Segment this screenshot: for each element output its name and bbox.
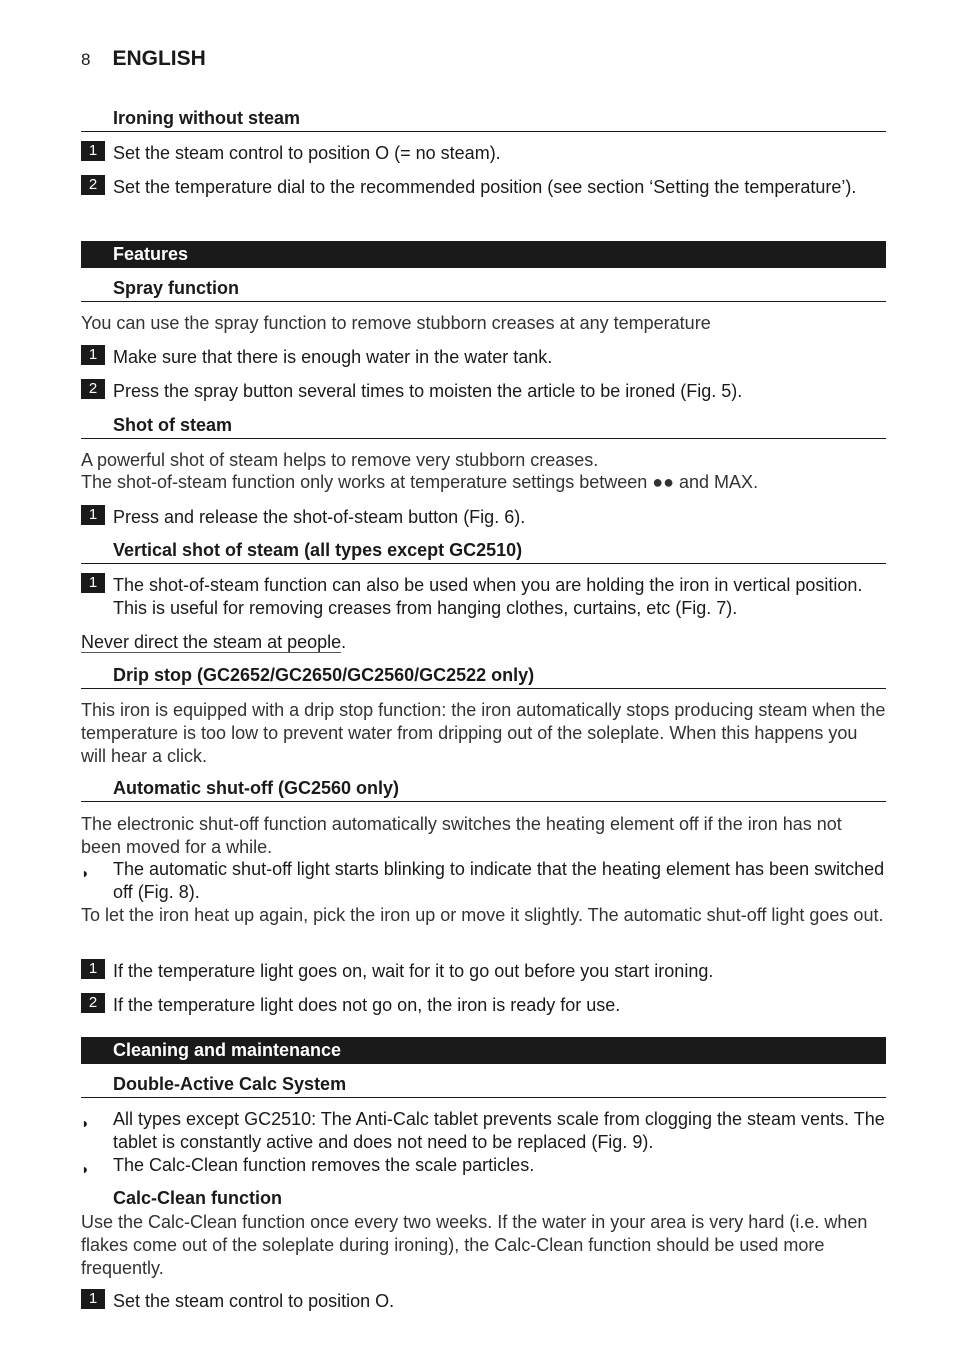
step-item <box>81 142 886 165</box>
step-number: 2 <box>81 175 105 195</box>
paragraph: The electronic shut-off function automatically switches the heating element off if the iron has not been moved for a while. <box>81 814 842 857</box>
step-number: 2 <box>81 379 105 399</box>
bullet-text: The automatic shut-off light starts blinking to indicate that the heating element has been switched off (Fig. 8). <box>113 859 885 902</box>
step-text: Make sure that there is enough water in the water tank. <box>113 347 553 367</box>
step-text: Set the steam control to position O (= no steam). <box>113 143 501 163</box>
step-text: If the temperature light does not go on, the iron is ready for use. <box>113 995 621 1015</box>
bullet-item <box>81 1154 886 1177</box>
bullet-icon: ◗ <box>81 1115 90 1131</box>
bullet-item <box>81 1108 886 1154</box>
subheading-calc-clean: Calc-Clean function <box>113 1188 283 1208</box>
step-text: Set the temperature dial to the recommended position (see section ‘Setting the temperature’). <box>113 177 857 197</box>
step-item <box>81 346 886 369</box>
step-text: Set the steam control to position O. <box>113 1291 395 1311</box>
page-number: 8 <box>81 50 91 69</box>
step-text: The shot-of-steam function can also be used when you are holding the iron in vertical position. This is useful for removing creases from hanging clothes, curtains, etc (Fig. 7). <box>113 575 863 618</box>
paragraph: You can use the spray function to remove stubborn creases at any temperature <box>81 313 711 333</box>
step-item <box>81 960 886 983</box>
step-number: 2 <box>81 993 105 1013</box>
step-item <box>81 176 886 199</box>
warning-text: Never direct the steam at people. <box>81 632 347 652</box>
step-text: Press the spray button several times to moisten the article to be ironed (Fig. 5). <box>113 381 743 401</box>
paragraph: To let the iron heat up again, pick the iron up or move it slightly. The automatic shut-off light goes out. <box>81 905 884 925</box>
bullet-item <box>81 858 886 904</box>
section-heading-vertical-shot: Vertical shot of steam (all types except GC2510) <box>81 543 886 564</box>
step-item <box>81 506 886 529</box>
step-item <box>81 994 886 1017</box>
step-number: 1 <box>81 1289 105 1309</box>
bullet-text: All types except GC2510: The Anti-Calc tablet prevents scale from clogging the steam vents. The tablet is constantly active and does not need to be replaced (Fig. 9). <box>113 1109 885 1152</box>
step-number: 1 <box>81 573 105 593</box>
paragraph: Use the Calc-Clean function once every two weeks. If the water in your area is very hard (i.e. when flakes come out of the soleplate during ironing), the Calc-Clean function should be used more frequently. <box>81 1212 868 1278</box>
bullet-icon: ◗ <box>81 865 90 881</box>
step-item <box>81 1290 886 1313</box>
step-text: Press and release the shot-of-steam button (Fig. 6). <box>113 507 526 527</box>
section-heading-double-active-calc: Double-Active Calc System <box>81 1077 886 1098</box>
paragraph: This iron is equipped with a drip stop function: the iron automatically stops producing steam when the temperature is too low to prevent water from dripping out of the soleplate. When this happens you will hear a click. <box>81 700 886 766</box>
step-number: 1 <box>81 959 105 979</box>
step-item <box>81 380 886 403</box>
paragraph: The shot-of-steam function only works at temperature settings between ●● and MAX. <box>81 472 759 492</box>
step-number: 1 <box>81 345 105 365</box>
chapter-heading-features: Features <box>81 241 886 268</box>
step-number: 1 <box>81 141 105 161</box>
section-heading-spray-function: Spray function <box>81 281 886 302</box>
step-text: If the temperature light goes on, wait for it to go out before you start ironing. <box>113 961 714 981</box>
page-header <box>81 47 206 71</box>
section-heading-automatic-shut-off: Automatic shut-off (GC2560 only) <box>81 781 886 802</box>
section-heading-ironing-without-steam: Ironing without steam <box>81 111 886 132</box>
chapter-heading-cleaning: Cleaning and maintenance <box>81 1037 886 1064</box>
bullet-icon: ◗ <box>81 1161 90 1177</box>
step-item <box>81 574 886 620</box>
bullet-text: The Calc-Clean function removes the scale particles. <box>113 1155 535 1175</box>
page-language: ENGLISH <box>112 47 206 70</box>
section-heading-shot-of-steam: Shot of steam <box>81 418 886 439</box>
step-number: 1 <box>81 505 105 525</box>
section-heading-drip-stop: Drip stop (GC2652/GC2650/GC2560/GC2522 only) <box>81 668 886 689</box>
paragraph: A powerful shot of steam helps to remove very stubborn creases. <box>81 450 599 470</box>
